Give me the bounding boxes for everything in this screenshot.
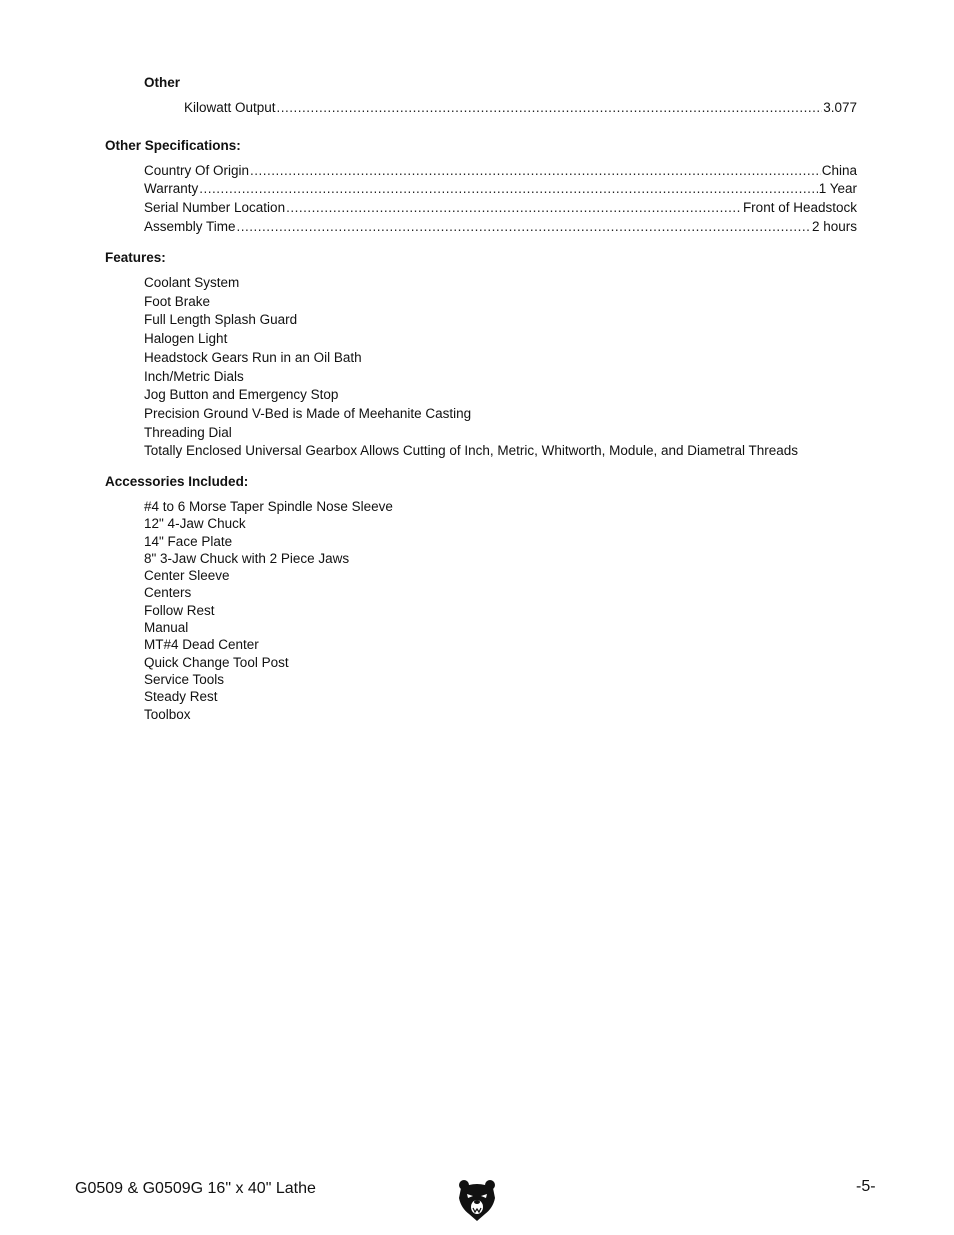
list-item: 12" 4-Jaw Chuck <box>144 516 246 532</box>
spec-value: 3.077 <box>823 100 857 115</box>
spec-value: 2 hours <box>811 219 857 234</box>
list-item: 14" Face Plate <box>144 533 233 549</box>
list-item: Centers <box>144 585 192 601</box>
list-item: Center Sleeve <box>144 568 230 584</box>
accessories-heading: Accessories Included: <box>105 474 249 489</box>
list-item: MT#4 Dead Center <box>144 637 259 653</box>
list-item: Precision Ground V-Bed is Made of Meehanite Casting <box>144 405 472 421</box>
list-item: Quick Change Tool Post <box>144 654 289 670</box>
list-item: Coolant System <box>144 275 240 290</box>
leader-dots <box>250 162 821 180</box>
features-list <box>144 274 798 461</box>
spec-row-assembly-time <box>144 218 857 236</box>
list-item: Manual <box>144 620 189 636</box>
spec-label: Kilowatt Output <box>184 100 276 115</box>
list-item: Full Length Splash Guard <box>144 312 298 328</box>
list-item: Service Tools <box>144 671 225 687</box>
spec-label: Assembly Time <box>144 219 236 234</box>
spec-row-kilowatt-output <box>184 99 857 117</box>
list-item: Inch/Metric Dials <box>144 368 244 384</box>
spec-row-serial-number-location <box>144 199 857 217</box>
list-item: Threading Dial <box>144 424 232 440</box>
list-item: #4 to 6 Morse Taper Spindle Nose Sleeve <box>144 499 393 514</box>
spec-value: 1 Year <box>818 181 857 196</box>
spec-label: Serial Number Location <box>144 200 286 215</box>
list-item: 8" 3-Jaw Chuck with 2 Piece Jaws <box>144 550 350 566</box>
list-item: Follow Rest <box>144 602 215 618</box>
spec-row-country-of-origin <box>144 162 857 180</box>
bear-logo-icon <box>457 1178 497 1222</box>
leader-dots <box>237 218 811 236</box>
list-item: Steady Rest <box>144 689 218 705</box>
other-specifications-heading: Other Specifications: <box>105 138 241 153</box>
accessories-list <box>144 498 393 723</box>
spec-value: China <box>821 163 857 178</box>
list-item: Halogen Light <box>144 331 228 347</box>
spec-label: Warranty <box>144 181 199 196</box>
leader-dots <box>286 199 742 217</box>
list-item: Foot Brake <box>144 293 211 309</box>
spec-label: Country Of Origin <box>144 163 250 178</box>
leader-dots <box>199 180 817 198</box>
spec-row-warranty <box>144 180 857 198</box>
footer-title: G0509 & G0509G 16" x 40" Lathe <box>75 1180 316 1197</box>
list-item: Jog Button and Emergency Stop <box>144 387 339 403</box>
list-item: Totally Enclosed Universal Gearbox Allows Cutting of Inch, Metric, Whitworth, Module, and Diametral Threads <box>144 443 799 459</box>
page-number: -5- <box>856 1178 876 1195</box>
other-heading: Other <box>144 75 181 90</box>
leader-dots <box>277 99 823 117</box>
features-heading: Features: <box>105 250 166 265</box>
list-item: Toolbox <box>144 706 191 722</box>
spec-value: Front of Headstock <box>742 200 857 215</box>
list-item: Headstock Gears Run in an Oil Bath <box>144 349 362 365</box>
